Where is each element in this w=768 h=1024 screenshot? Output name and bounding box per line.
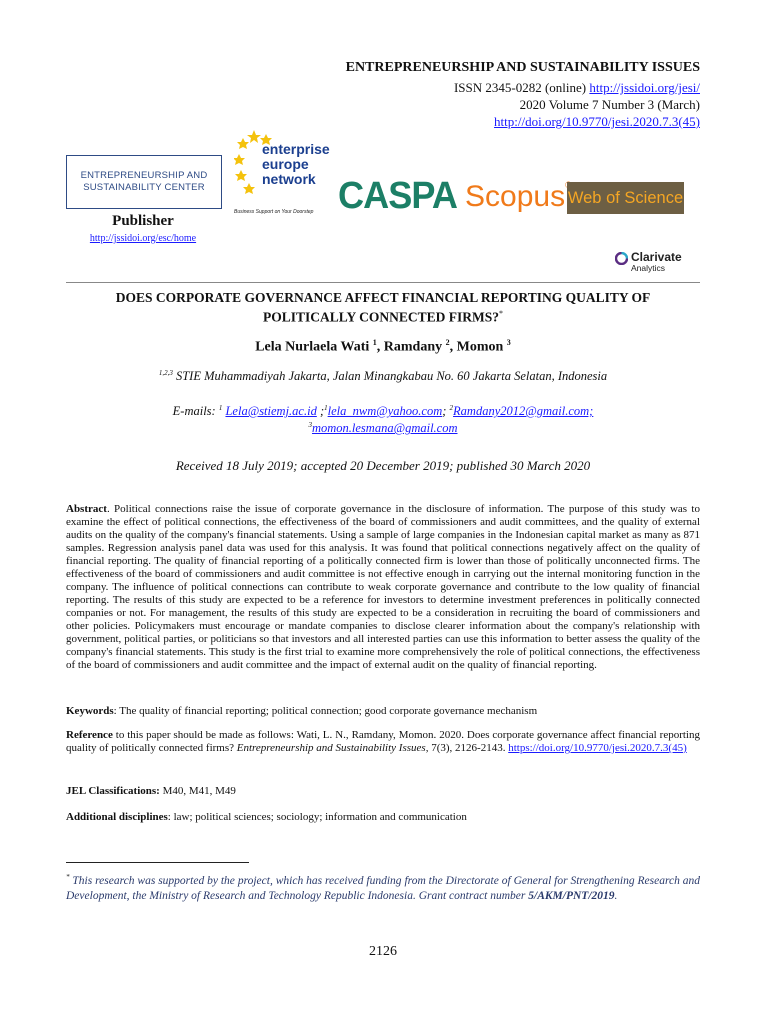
publisher-link-wrap	[66, 233, 220, 244]
paper-title-line2: POLITICALLY CONNECTED FIRMS?	[262, 309, 500, 325]
email-1b-link[interactable]: lela_nwm@yahoo.com	[327, 404, 443, 419]
een-logo	[232, 128, 332, 218]
author-2: , Ramdany	[376, 339, 446, 355]
emails-line1	[66, 401, 700, 418]
email-1-sup: 1	[218, 404, 223, 412]
page-number: 2126	[369, 944, 397, 959]
esc-logo	[66, 155, 222, 209]
affiliation-text: STIE Muhammadiyah Jakarta, Jalan Minangkabau No. 60 Jakarta Selatan, Indonesia	[172, 369, 608, 384]
jel-classifications	[66, 785, 700, 798]
clarivate-mark-icon	[615, 252, 628, 265]
paper-title-line1: DOES CORPORATE GOVERNANCE AFFECT FINANCIAL REPORTING QUALITY OF	[115, 290, 651, 305]
jel-text: M40, M41, M49	[159, 785, 236, 797]
caspa-logo: CASPA	[338, 175, 457, 217]
een-word-3: network	[262, 171, 316, 187]
journal-link[interactable]: http://jssidoi.org/jesi/	[589, 80, 700, 95]
email-3-sup: 3	[308, 421, 312, 430]
een-word-1: enterprise	[262, 141, 330, 157]
footnote	[66, 870, 700, 904]
jel-label: JEL Classifications:	[66, 785, 160, 797]
een-tagline: Business Support on Your Doorstep	[234, 209, 314, 215]
journal-volume: 2020 Volume 7 Number 3 (March)	[519, 97, 700, 112]
author-3-sup: 3	[506, 338, 511, 347]
reference-journal: Entrepreneurship and Sustainability Issues,	[236, 742, 429, 754]
email-1b-sup: 1	[324, 404, 328, 412]
esc-logo-line2: SUSTAINABILITY CENTER	[83, 182, 205, 193]
journal-issn	[300, 80, 700, 96]
authors	[66, 338, 700, 356]
reference	[66, 729, 700, 755]
footnote-end: .	[614, 889, 618, 902]
abstract-text: . Political connections raise the issue of corporate governance in the disclosure of information. The purpose of this study was to examine the effect of political connections, the effectiveness of the board of commissioners and audit committees, and the quality of external audits on the quality of the company's financial statements. Using a sample of large companies in the Indonesian capital market as many as 871 samples. Regression analysis panel data was used for this analysis. It was found that political connections negatively affect on the quality of financial reporting. The quality of financial reporting of a politically connected firm is lower than those of politically unconnected firms. The effectiveness of the board of commissioners and audit committee is not effective enough in carrying out the internal monitoring function in the company. The influence of political connections can contribute to weak corporate governance and contribute to the low quality of financial reporting. The results of this study are expected to be a reference for investors to determine investment preferences in politically connected companies or not. For management, the results of this study are expected to be a consideration in recruiting the board of commissioners and other policies. Policymakers must encourage or mandate companies to disclose clearer information about the company's relationship with government, political parties, or politicians so that investors and all interested parties can use this information to better assess the quality of the company's financial statements. This study is the first trial to examine more comprehensively the role of political connections, the effectiveness of the board of commissioners and audit committee and the impact of external audit on the quality of financial reporting.	[66, 503, 700, 671]
publication-dates: Received 18 July 2019; accepted 20 December 2019; published 30 March 2020	[175, 458, 591, 473]
doi-link[interactable]: http://doi.org/10.9770/jesi.2020.7.3(45)	[494, 114, 700, 129]
clarivate-name: Clarivate	[631, 250, 682, 264]
author-1: Lela Nurlaela Wati	[255, 339, 373, 355]
scopus-wordmark: Scopus	[465, 180, 566, 213]
keywords-text: : The quality of financial reporting; political connection; good corporate governance mechanism	[113, 705, 538, 717]
title-footnote-mark: *	[499, 309, 504, 318]
emails-line2	[66, 418, 700, 435]
email-2-sup: 2	[449, 404, 454, 412]
email-sep-2: ;	[442, 404, 450, 419]
reference-tail: 7(3), 2126-2143.	[428, 742, 509, 754]
keywords	[66, 705, 700, 718]
email-2-link[interactable]: Ramdany2012@gmail.com;	[453, 404, 594, 419]
esc-logo-line1: ENTREPRENEURSHIP AND	[80, 170, 208, 181]
publisher-label: Publisher	[112, 213, 174, 229]
paper-title	[66, 290, 700, 326]
web-of-science-logo: Web of Science	[567, 182, 684, 214]
emails-label: E-mails:	[172, 404, 219, 419]
author-1-sup: 1	[372, 338, 377, 347]
journal-doi	[300, 114, 700, 130]
emails	[66, 401, 700, 435]
footnote-text: This research was supported by the project, which has received funding from the Directorate of General for Strengthening Research and Development, the Ministry of Research and Technology Republic Indonesia. Grant contract number	[66, 874, 700, 902]
publisher-link[interactable]: http://jssidoi.org/esc/home	[89, 233, 197, 244]
een-word-2: europe	[262, 156, 309, 172]
author-2-sup: 2	[445, 338, 450, 347]
header-divider	[66, 282, 700, 283]
email-3-link[interactable]: momon.lesmana@gmail.com	[311, 421, 458, 436]
footnote-contract: 5/AKM/PNT/2019	[528, 889, 615, 902]
reference-doi-link[interactable]: https://doi.org/10.9770/jesi.2020.7.3(45)	[508, 742, 687, 754]
footnote-mark: *	[66, 873, 70, 881]
email-1-link[interactable]: Lela@stiemj.ac.id	[225, 404, 317, 419]
footnote-rule	[66, 862, 249, 863]
issn-text: ISSN 2345-0282 (online)	[453, 80, 590, 95]
abstract	[66, 503, 700, 672]
affiliation-sup: 1,2,3	[158, 369, 173, 377]
journal-title: ENTREPRENEURSHIP AND SUSTAINABILITY ISSUES	[345, 60, 700, 75]
additional-label: Additional disciplines	[66, 811, 168, 823]
reference-text: to this paper should be made as follows: Wati, L. N., Ramdany, Momon. 2020. Does corporate governance affect financial reporting quality of politically connected firms?	[66, 729, 700, 754]
reference-label: Reference	[66, 729, 113, 741]
clarivate-sub: Analytics	[631, 263, 666, 273]
author-3: , Momon	[449, 339, 507, 355]
een-wordmark	[262, 142, 330, 187]
abstract-label: Abstract	[66, 503, 107, 515]
email-sep-1: ;	[316, 404, 325, 419]
keywords-label: Keywords	[66, 705, 114, 717]
paper-title-line2-wrap	[66, 306, 700, 326]
additional-text: : law; political sciences; sociology; information and communication	[167, 811, 467, 823]
affiliation	[66, 369, 700, 384]
scopus-logo	[465, 180, 572, 214]
additional-disciplines	[66, 811, 700, 824]
